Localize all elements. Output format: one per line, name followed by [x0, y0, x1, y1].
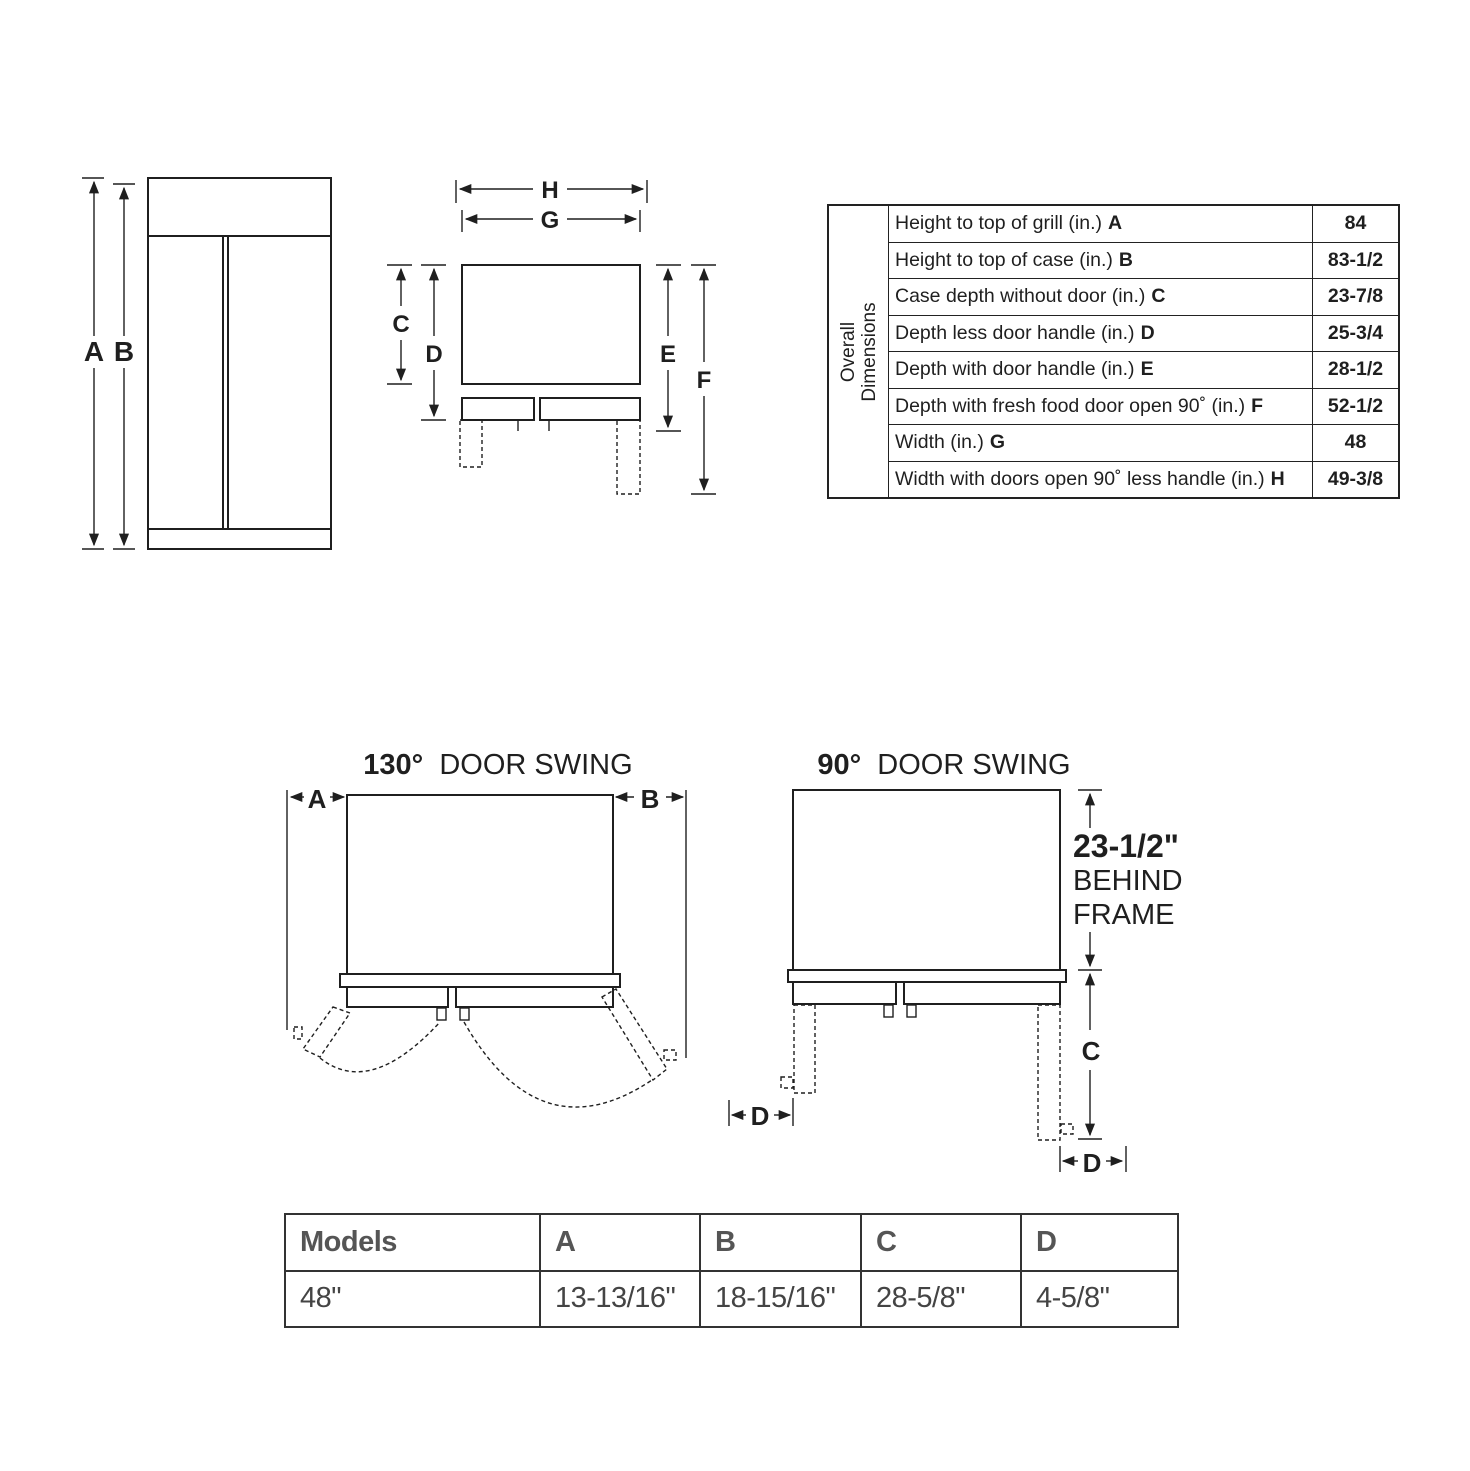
door-swing-90-degree: 90°: [817, 749, 862, 781]
row-letter: G: [989, 431, 1006, 454]
door-swing-90-title: [817, 749, 1070, 781]
table-row: [889, 279, 1398, 316]
table-row: [889, 352, 1398, 389]
row-value: 23-7/8: [1312, 279, 1398, 315]
cell-d: 4-5/8": [1020, 1272, 1177, 1327]
row-label: Width (in.): [895, 431, 984, 454]
top-view: [387, 177, 716, 494]
row-label: Depth with fresh food door open 90˚ (in.): [895, 394, 1246, 417]
label-d: D: [425, 341, 443, 368]
row-value: 48: [1312, 425, 1398, 461]
overall-dimensions-heading: [838, 302, 880, 401]
header-models: Models: [300, 1225, 397, 1258]
swing90-label-d-right: D: [1082, 1148, 1102, 1178]
table-row: [889, 243, 1398, 280]
row-value: 84: [1312, 206, 1398, 242]
door-swing-130-text: DOOR SWING: [439, 749, 633, 781]
row-label: Width with doors open 90˚ less handle (in.): [895, 467, 1265, 490]
row-letter: C: [1151, 285, 1166, 308]
door-swing-130-degree: 130°: [363, 749, 424, 781]
overall-dimensions-side-label: [829, 206, 889, 497]
table-row: [889, 389, 1398, 426]
cell-b: 18-15/16": [699, 1272, 860, 1327]
header-b: B: [699, 1215, 860, 1270]
row-label: Height to top of case (in.): [895, 248, 1113, 271]
cell-c: 28-5/8": [860, 1272, 1020, 1327]
swing90-label-d-left: D: [750, 1101, 770, 1131]
row-label: Depth with door handle (in.): [895, 358, 1135, 381]
front-view: [82, 178, 331, 549]
header-d: D: [1020, 1215, 1177, 1270]
door-swing-90-text: DOOR SWING: [877, 749, 1071, 781]
door-swing-130-diagram: [287, 749, 686, 1107]
row-value: 28-1/2: [1312, 352, 1398, 388]
heading-line1: Overall: [837, 321, 859, 382]
row-letter: A: [1108, 212, 1123, 235]
overall-dimensions-table: [827, 204, 1400, 499]
header-a: A: [539, 1215, 699, 1270]
table-row: [889, 462, 1398, 498]
row-letter: E: [1140, 358, 1154, 381]
row-letter: D: [1140, 321, 1155, 344]
label-a: A: [83, 336, 105, 367]
row-value: 83-1/2: [1312, 243, 1398, 279]
cell-model: 48": [300, 1282, 342, 1315]
label-c: C: [392, 311, 410, 338]
dimension-rows: [889, 206, 1398, 497]
label-b: B: [113, 336, 135, 367]
table-row: [889, 425, 1398, 462]
swing130-label-b: B: [640, 784, 660, 814]
row-label: Height to top of grill (in.): [895, 212, 1103, 235]
label-f: F: [696, 367, 712, 394]
row-label: Case depth without door (in.): [895, 285, 1146, 308]
row-value: 25-3/4: [1312, 316, 1398, 352]
heading-line2: Dimensions: [858, 301, 880, 402]
door-swing-130-title: [363, 749, 632, 781]
row-label: Depth less door handle (in.): [895, 321, 1135, 344]
row-letter: H: [1270, 467, 1285, 490]
row-letter: F: [1251, 394, 1264, 417]
label-g: G: [540, 207, 560, 234]
table-row: [286, 1270, 1177, 1327]
label-e: E: [659, 341, 677, 368]
swing90-label-c: C: [1081, 1036, 1101, 1066]
row-value: 52-1/2: [1312, 389, 1398, 425]
row-value: 49-3/8: [1312, 462, 1398, 498]
table-row: [889, 206, 1398, 243]
behind-frame-line1: BEHIND: [1073, 865, 1183, 897]
cell-a: 13-13/16": [539, 1272, 699, 1327]
door-swing-90-diagram: [729, 749, 1183, 1178]
models-table: [284, 1213, 1179, 1328]
behind-frame-line2: FRAME: [1073, 899, 1175, 931]
label-h: H: [541, 177, 559, 204]
models-header-row: [286, 1215, 1177, 1270]
row-letter: B: [1118, 248, 1133, 271]
table-row: [889, 316, 1398, 353]
behind-frame-value: 23-1/2": [1073, 828, 1179, 864]
header-c: C: [860, 1215, 1020, 1270]
swing130-label-a: A: [307, 784, 327, 814]
